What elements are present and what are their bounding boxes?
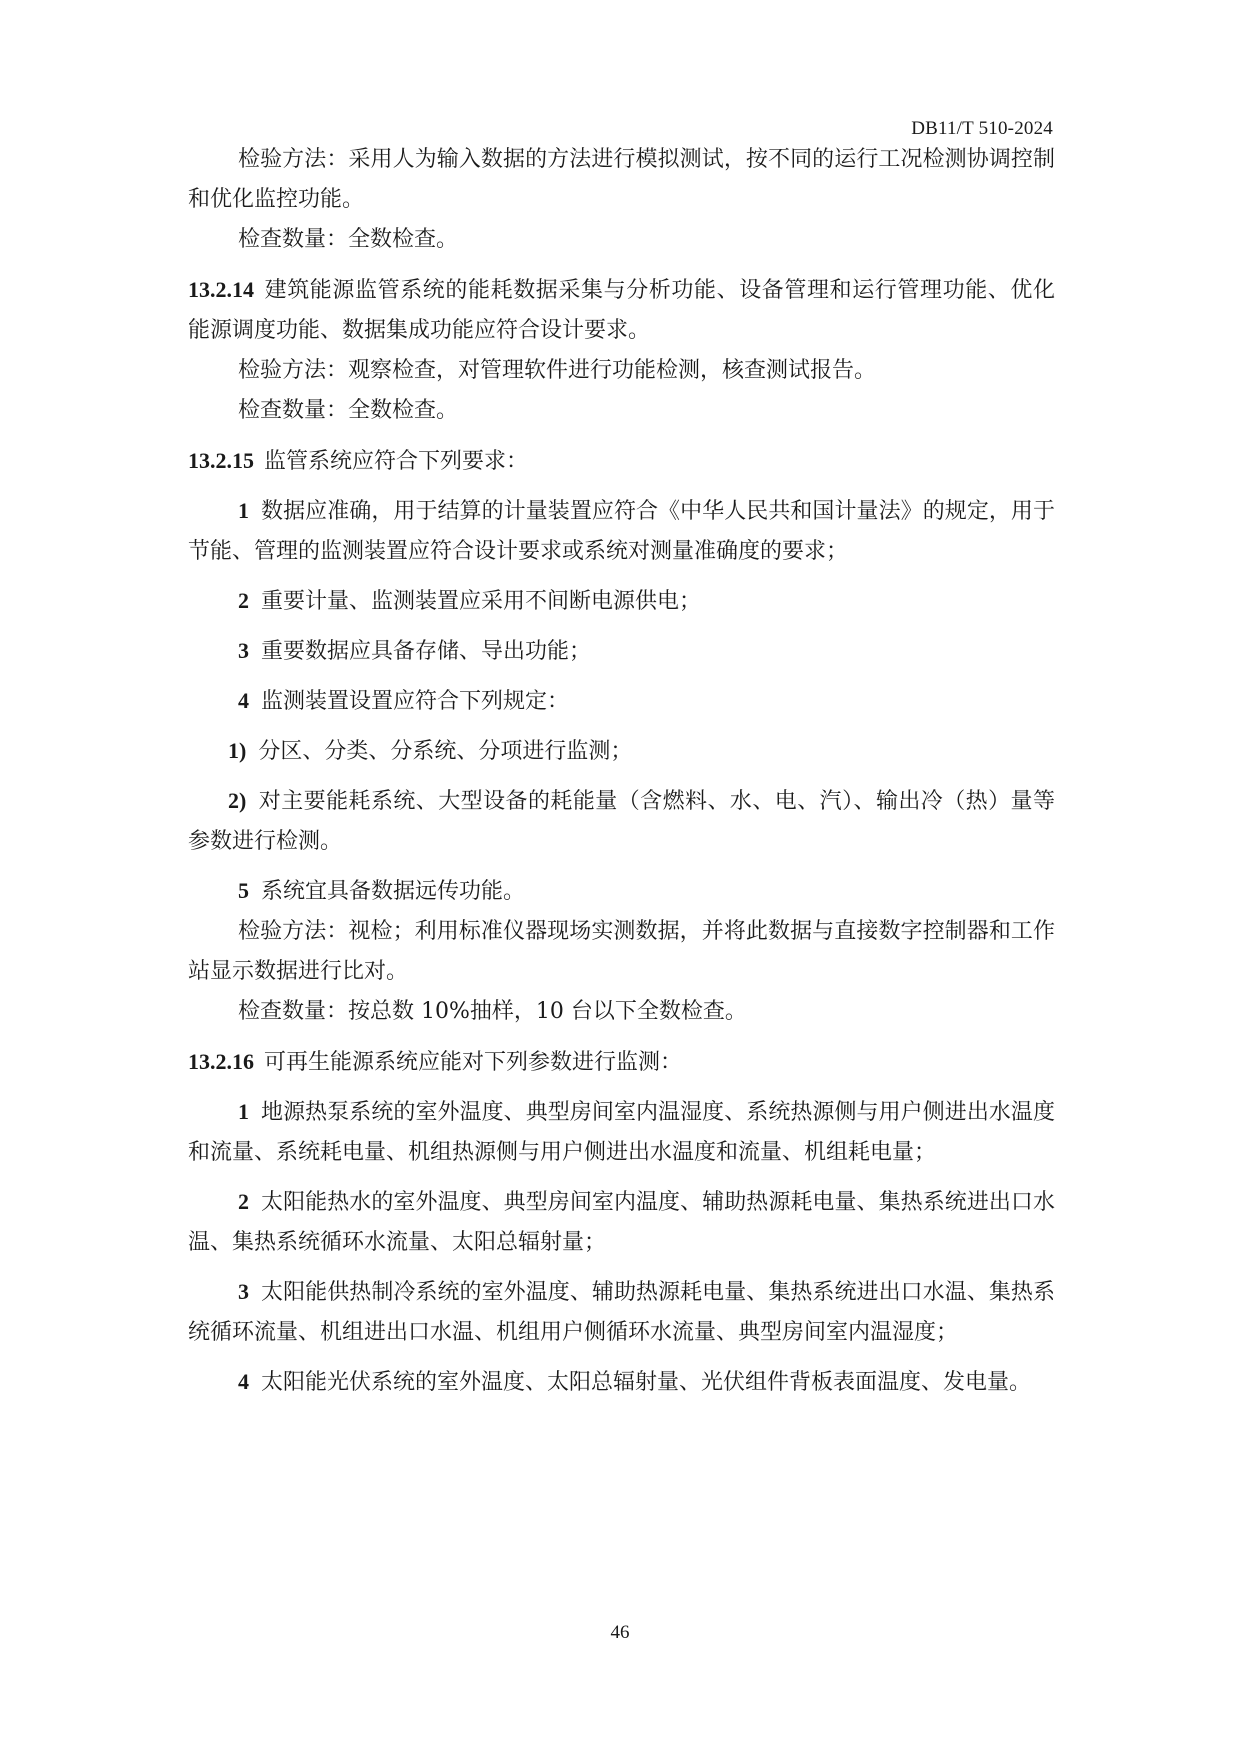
list-item-text: 地源热泵系统的室外温度、典型房间室内温湿度、系统热源侧与用户侧进出水温度和流量、系统耗电量、机组热源侧与用户侧进出水温度和流量、机组耗电量； [188, 1100, 1055, 1165]
list-item [188, 1092, 1055, 1173]
list-item-text: 太阳能热水的室外温度、典型房间室内温度、辅助热源耗电量、集热系统进出口水温、集热系统循环水流量、太阳总辐射量； [188, 1190, 1055, 1255]
list-item-number: 5 [238, 878, 249, 903]
list-item-number: 4 [238, 688, 249, 713]
page-body [188, 140, 1055, 1403]
clause-text: 可再生能源系统应能对下列参数进行监测： [264, 1050, 683, 1075]
clause-13-2-15 [188, 441, 1055, 482]
list-item-number: 2 [238, 588, 249, 613]
list-item-text: 太阳能供热制冷系统的室外温度、辅助热源耗电量、集热系统进出口水温、集热系统循环流量、机组进出口水温、机组用户侧循环水流量、典型房间室内温湿度； [188, 1280, 1055, 1345]
list-item-text: 太阳能光伏系统的室外温度、太阳总辐射量、光伏组件背板表面温度、发电量。 [261, 1370, 1032, 1395]
clause-13-2-14 [188, 270, 1055, 351]
clause-number: 13.2.16 [188, 1049, 254, 1074]
list-item-number: 2 [238, 1189, 249, 1214]
list-item [188, 1272, 1055, 1353]
clause-number: 13.2.15 [188, 448, 254, 473]
clause-13-2-16 [188, 1042, 1055, 1083]
inspection-quantity-paragraph: 检查数量：全数检查。 [238, 227, 459, 252]
list-item-number: 1 [238, 1099, 249, 1124]
list-item [188, 871, 1055, 912]
clause-text: 监管系统应符合下列要求： [264, 449, 529, 474]
inspection-quantity-paragraph: 检查数量：按总数 10%抽样，10 台以下全数检查。 [238, 999, 747, 1024]
list-item-text: 监测装置设置应符合下列规定： [261, 689, 570, 714]
list-item [188, 1182, 1055, 1263]
list-item-number: 3 [238, 1279, 249, 1304]
clause-number: 13.2.14 [188, 277, 254, 302]
sub-list-item [188, 781, 1055, 862]
list-item-text: 数据应准确，用于结算的计量装置应符合《中华人民共和国计量法》的规定，用于节能、管理的监测装置应符合设计要求或系统对测量准确度的要求； [188, 499, 1055, 564]
document-code: DB11/T 510-2024 [911, 118, 1053, 139]
list-item [188, 581, 1055, 622]
list-item-text: 系统宜具备数据远传功能。 [261, 879, 526, 904]
list-item-number: 3 [238, 638, 249, 663]
sub-list-item-number: 2) [228, 788, 247, 813]
list-item [188, 631, 1055, 672]
list-item [188, 1362, 1055, 1403]
list-item-text: 重要数据应具备存储、导出功能； [261, 639, 592, 664]
inspection-quantity-paragraph: 检查数量：全数检查。 [238, 398, 459, 423]
list-item-number: 4 [238, 1369, 249, 1394]
sub-list-item-number: 1) [228, 738, 247, 763]
sub-list-item-text: 分区、分类、分系统、分项进行监测； [258, 739, 633, 764]
sub-list-item-text: 对主要能耗系统、大型设备的耗能量（含燃料、水、电、汽）、输出冷（热）量等参数进行检测。 [188, 789, 1055, 854]
list-item [188, 491, 1055, 572]
list-item-number: 1 [238, 498, 249, 523]
list-item-text: 重要计量、监测装置应采用不间断电源供电； [261, 589, 702, 614]
page-number: 46 [610, 1622, 630, 1643]
sub-list-item [188, 731, 1055, 772]
list-item [188, 681, 1055, 722]
clause-text: 建筑能源监管系统的能耗数据采集与分析功能、设备管理和运行管理功能、优化能源调度功能、数据集成功能应符合设计要求。 [188, 278, 1055, 343]
inspection-method-paragraph: 检验方法：视检；利用标准仪器现场实测数据，并将此数据与直接数字控制器和工作站显示数据进行比对。 [188, 919, 1055, 984]
inspection-method-paragraph: 检验方法：观察检查，对管理软件进行功能检测，核查测试报告。 [238, 358, 877, 383]
inspection-method-paragraph: 检验方法：采用人为输入数据的方法进行模拟测试，按不同的运行工况检测协调控制和优化监控功能。 [188, 147, 1055, 212]
